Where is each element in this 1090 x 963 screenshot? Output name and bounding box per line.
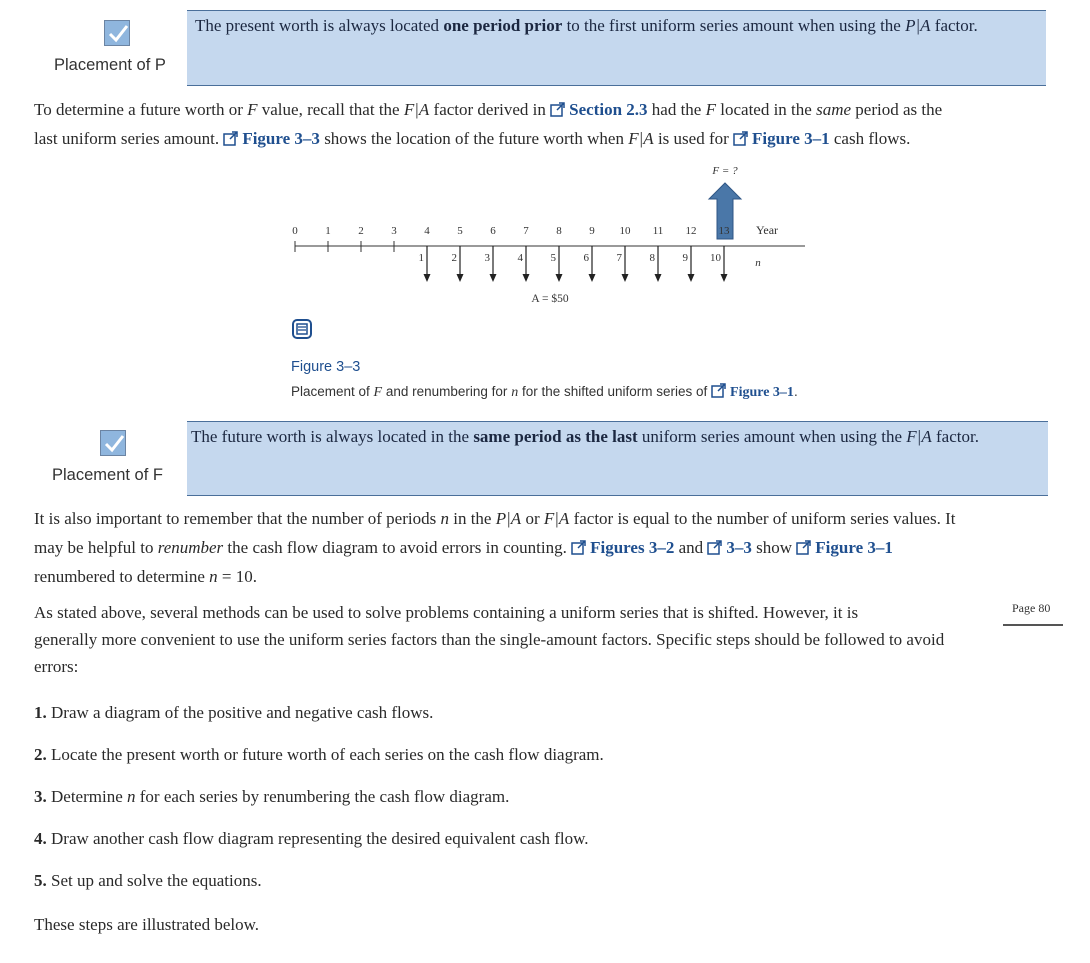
renumbered-label-7: 7 <box>616 252 622 264</box>
n-label: n <box>755 257 761 269</box>
callout-placement-f <box>187 421 1048 496</box>
checkbox-icon <box>104 20 130 46</box>
cash-flow-arrowhead-5 <box>556 274 563 282</box>
cash-flow-arrowhead-2 <box>457 274 464 282</box>
link-figure-3-1[interactable]: Figure 3–1 <box>733 129 830 148</box>
period-label-6: 6 <box>490 225 496 237</box>
period-label-13: 13 <box>718 225 730 237</box>
figure-caption-title: Figure 3–3 <box>291 359 361 375</box>
callout-f-text: The future worth is always located in the same period as the last uniform series amount when using the F|A factor. <box>191 427 979 446</box>
link-figure-3-3[interactable]: Figure 3–3 <box>223 129 320 148</box>
popup-link-icon <box>550 101 566 117</box>
closing-text: These steps are illustrated below. <box>34 915 260 934</box>
placement-f-label: Placement of F <box>52 466 163 484</box>
link-figure-3-3b[interactable]: 3–3 <box>707 538 752 557</box>
cash-flow-arrowhead-10 <box>721 274 728 282</box>
renumbered-label-9: 9 <box>682 252 688 264</box>
step-4: 4. Draw another cash flow diagram representing the desired equivalent cash flow. <box>34 829 589 848</box>
renumbered-label-1: 1 <box>418 252 424 264</box>
popup-link-icon <box>571 539 587 555</box>
period-label-12: 12 <box>685 225 697 237</box>
period-label-3: 3 <box>391 225 397 237</box>
renumbered-label-4: 4 <box>517 252 523 264</box>
callout-p-text: The present worth is always located one period prior to the first uniform series amount when using the P|A factor. <box>195 16 978 35</box>
period-label-2: 2 <box>358 225 364 237</box>
period-label-7: 7 <box>523 225 529 237</box>
popup-link-icon <box>733 130 749 146</box>
cash-flow-arrowhead-8 <box>655 274 662 282</box>
paragraph-number-of-periods: It is also important to remember that the number of periods n in the P|A or F|A factor is equal to the number of uniform series values. It may be helpful to renumber the cash flow diagram to avoid errors in counting. Figures 3–2 and 3–3 show Figure 3–1 renumbered to determine n = 10. <box>34 509 956 586</box>
period-label-9: 9 <box>589 225 595 237</box>
period-label-4: 4 <box>424 225 430 237</box>
link-figures-3-2[interactable]: Figures 3–2 <box>571 538 674 557</box>
figure-caption: Placement of F and renumbering for n for the shifted uniform series of Figure 3–1. <box>291 384 798 400</box>
callout-placement-p <box>187 10 1046 86</box>
link-section-2-3[interactable]: Section 2.3 <box>550 100 647 119</box>
checkbox-icon <box>100 430 126 456</box>
popup-link-icon <box>796 539 812 555</box>
renumbered-label-2: 2 <box>451 252 457 264</box>
link-figure-3-1-caption[interactable]: Figure 3–1 <box>711 385 794 400</box>
popup-link-icon <box>707 539 723 555</box>
step-3: 3. Determine n for each series by renumbering the cash flow diagram. <box>34 787 510 806</box>
period-label-1: 1 <box>325 225 331 237</box>
link-figure-3-1b[interactable]: Figure 3–1 <box>796 538 893 557</box>
period-label-11: 11 <box>652 225 664 237</box>
paragraph-methods: As stated above, several methods can be used to solve problems containing a uniform series that is shifted. However, it is generally more convenient to use the uniform series factors than the single-amount factors. Specific steps should be followed to avoid errors: <box>34 603 945 676</box>
paragraph-future-worth: To determine a future worth or F value, recall that the F|A factor derived in Section 2.3 had the F located in the same period as the last uniform series amount. Figure 3–3 shows the location of the future worth when F|A is used for Figure 3–1 cash flows. <box>34 100 943 148</box>
step-5: 5. Set up and solve the equations. <box>34 871 262 890</box>
step-2: 2. Locate the present worth or future worth of each series on the cash flow diagram. <box>34 745 604 764</box>
figure-view-icon[interactable] <box>292 319 312 339</box>
page-number-tag: Page 80 <box>1012 601 1051 615</box>
a-label: A = $50 <box>531 293 569 305</box>
renumbered-label-6: 6 <box>583 252 589 264</box>
cash-flow-arrowhead-7 <box>622 274 629 282</box>
cash-flow-arrowhead-6 <box>589 274 596 282</box>
cash-flow-arrowhead-3 <box>490 274 497 282</box>
renumbered-label-5: 5 <box>550 252 556 264</box>
period-label-5: 5 <box>457 225 463 237</box>
renumbered-label-3: 3 <box>484 252 490 264</box>
popup-link-icon <box>711 382 727 398</box>
cash-flow-diagram <box>270 155 830 315</box>
step-1: 1. Draw a diagram of the positive and negative cash flows. <box>34 703 434 722</box>
renumbered-label-10: 10 <box>710 252 721 264</box>
period-label-8: 8 <box>556 225 562 237</box>
cash-flow-arrowhead-4 <box>523 274 530 282</box>
cash-flow-arrowhead-1 <box>424 274 431 282</box>
period-label-10: 10 <box>619 225 631 237</box>
year-label: Year <box>755 223 779 237</box>
f-label: F = ? <box>712 165 738 177</box>
popup-link-icon <box>223 130 239 146</box>
renumbered-label-8: 8 <box>649 252 655 264</box>
page-tag-rule <box>1003 624 1063 626</box>
period-label-0: 0 <box>292 225 298 237</box>
placement-p-label: Placement of P <box>54 56 166 74</box>
cash-flow-arrowhead-9 <box>688 274 695 282</box>
